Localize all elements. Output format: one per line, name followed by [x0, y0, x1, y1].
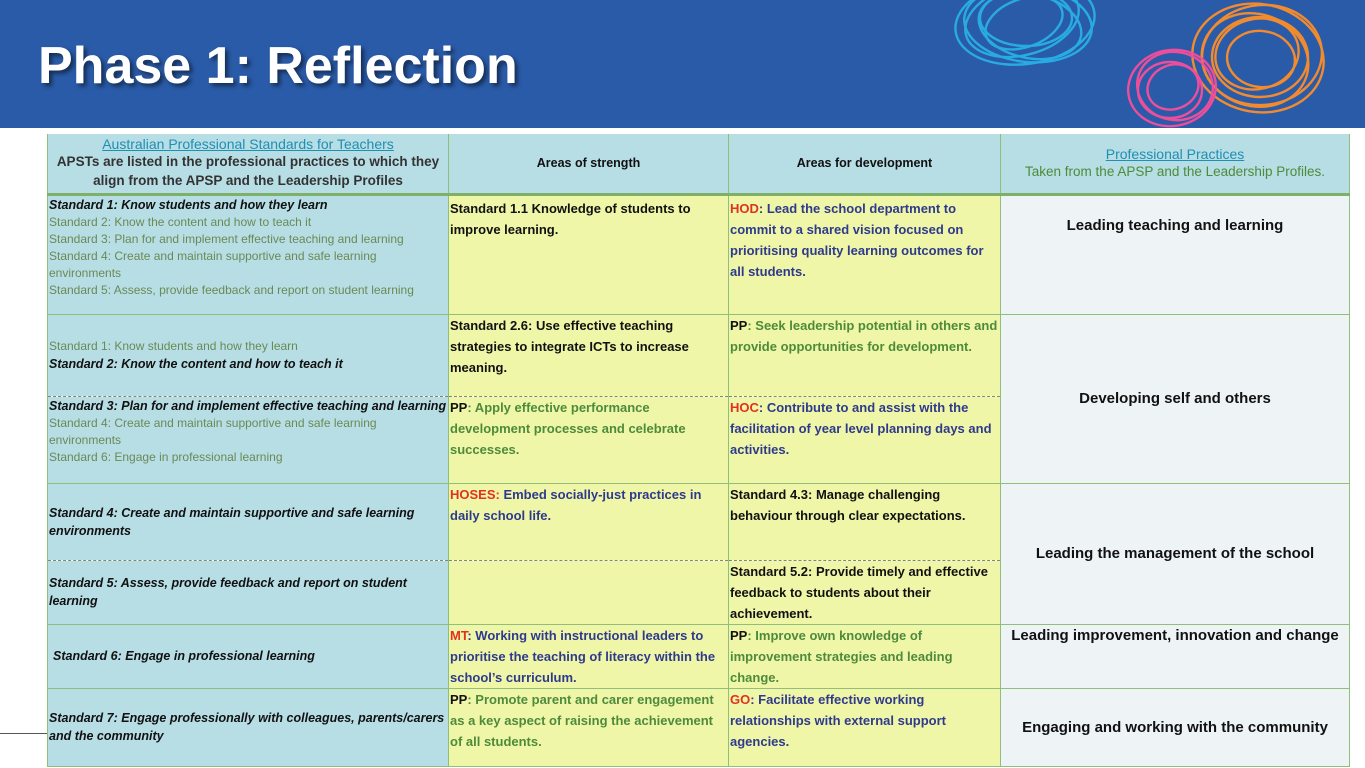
strength-text: : Promote parent and carer engagement as a key aspect of raising the achievement of all students. — [450, 691, 714, 749]
practices-header — [1001, 134, 1350, 194]
role-prefix: PP — [450, 691, 468, 707]
standard-item: Standard 4: Create and maintain supportive and safe learning environments — [49, 248, 377, 280]
role-prefix: HOC — [730, 399, 759, 415]
standards-cell — [48, 560, 449, 624]
standard-item: Standard 1: Know students and how they learn — [49, 338, 298, 353]
strength-cell — [449, 314, 729, 396]
strength-cell — [449, 194, 729, 314]
standard-item: Standard 2: Know the content and how to teach it — [49, 356, 343, 371]
practice-label: Leading teaching and learning — [1066, 216, 1284, 234]
cyan-scribble — [950, 0, 1100, 73]
development-header-label: Areas for development — [796, 156, 933, 171]
standard-item: Standard 4: Create and maintain supportive and safe learning environments — [49, 505, 415, 538]
practice-label: Leading the management of the school — [1035, 545, 1315, 562]
role-prefix: HOD — [730, 200, 759, 216]
practice-label: Leading improvement, innovation and change — [1011, 626, 1339, 644]
practice-label: Engaging and working with the community — [1022, 718, 1328, 736]
standards-cell — [48, 314, 449, 396]
development-cell — [729, 314, 1001, 396]
standards-cell — [48, 483, 449, 560]
page-title: Phase 1: Reflection — [38, 37, 518, 95]
development-text: : Improve own knowledge of improvement strategies and leading change. — [730, 627, 953, 685]
practice-cell — [1001, 194, 1350, 314]
practice-cell — [1001, 483, 1350, 624]
reflection-table — [47, 134, 1350, 767]
strength-cell — [449, 396, 729, 483]
left-rule-line — [0, 733, 47, 734]
standards-cell — [48, 688, 449, 766]
role-prefix: MT — [450, 627, 468, 643]
role-prefix: HOSES: — [450, 486, 500, 502]
table-row — [48, 314, 1350, 396]
practice-cell — [1001, 688, 1350, 766]
standards-cell — [48, 194, 449, 314]
standard-item: Standard 1: Know students and how they learn — [49, 197, 328, 212]
role-prefix: PP — [730, 317, 748, 333]
standard-item: Standard 2: Know the content and how to teach it — [49, 214, 312, 229]
development-cell — [729, 688, 1001, 766]
development-text: Standard 5.2: Provide timely and effective feedback to students about their achievement. — [730, 563, 988, 621]
table-row — [48, 194, 1350, 314]
development-cell — [729, 560, 1001, 624]
development-cell — [729, 624, 1001, 688]
practice-label: Developing self and others — [1079, 390, 1271, 407]
table-row — [48, 624, 1350, 688]
standard-item: Standard 3: Plan for and implement effective teaching and learning — [49, 231, 404, 246]
standard-item: Standard 3: Plan for and implement effective teaching and learning — [49, 398, 447, 413]
table-header-row — [48, 134, 1350, 194]
development-cell — [729, 396, 1001, 483]
development-cell — [729, 194, 1001, 314]
standard-item: Standard 4: Create and maintain supportive and safe learning environments — [49, 415, 377, 447]
role-prefix: PP — [450, 399, 468, 415]
strength-cell — [449, 560, 729, 624]
standard-item: Standard 6: Engage in professional learning — [49, 449, 283, 464]
strength-cell — [449, 688, 729, 766]
role-prefix: GO — [730, 691, 751, 707]
development-text: : Facilitate effective working relationships with external support agencies. — [730, 691, 946, 749]
strength-text: : Apply effective performance development processes and celebrate successes. — [450, 399, 686, 457]
standards-cell — [48, 624, 449, 688]
standards-header — [48, 134, 449, 194]
development-text: : Contribute to and assist with the facilitation of year level planning days and activities. — [730, 399, 992, 457]
role-prefix: PP — [730, 627, 748, 643]
standard-item: Standard 7: Engage professionally with colleagues, parents/carers and the community — [49, 711, 445, 743]
strength-cell — [449, 624, 729, 688]
practices-link[interactable]: Professional Practices — [1105, 145, 1245, 162]
strength-text: Embed socially-just practices in daily school life. — [450, 486, 702, 523]
scribble-circles-decoration — [940, 0, 1365, 135]
development-text: : Lead the school department to commit to a shared vision focused on prioritising quality learning outcomes for all students. — [730, 200, 984, 279]
strength-text: Standard 1.1 Knowledge of students to improve learning. — [450, 200, 691, 237]
development-text: Standard 4.3: Manage challenging behaviour through clear expectations. — [730, 486, 966, 523]
development-header — [729, 134, 1001, 194]
strength-header — [449, 134, 729, 194]
strength-text: Standard 2.6: Use effective teaching strategies to integrate ICTs to increase meaning. — [450, 317, 689, 375]
standard-item: Standard 5: Assess, provide feedback and report on student learning — [49, 576, 407, 608]
standard-item: Standard 5: Assess, provide feedback and report on student learning — [49, 282, 414, 297]
development-cell — [729, 483, 1001, 560]
practice-cell — [1001, 314, 1350, 483]
standards-note: APSTs are listed in the professional practices to which they align from the APSP and the Leadership Profiles — [56, 154, 440, 189]
strength-header-label: Areas of strength — [536, 156, 641, 171]
table-row — [48, 483, 1350, 560]
strength-cell — [449, 483, 729, 560]
development-text: : Seek leadership potential in others and provide opportunities for development. — [730, 317, 998, 354]
table-row — [48, 688, 1350, 766]
strength-text: : Working with instructional leaders to prioritise the teaching of literacy within the school’s curriculum. — [450, 627, 716, 685]
practice-cell — [1001, 624, 1350, 688]
apst-link[interactable]: Australian Professional Standards for Teachers — [102, 136, 394, 153]
standards-cell — [48, 396, 449, 483]
standard-item: Standard 6: Engage in professional learning — [53, 649, 315, 663]
practices-note: Taken from the APSP and the Leadership Profiles. — [1025, 163, 1325, 179]
